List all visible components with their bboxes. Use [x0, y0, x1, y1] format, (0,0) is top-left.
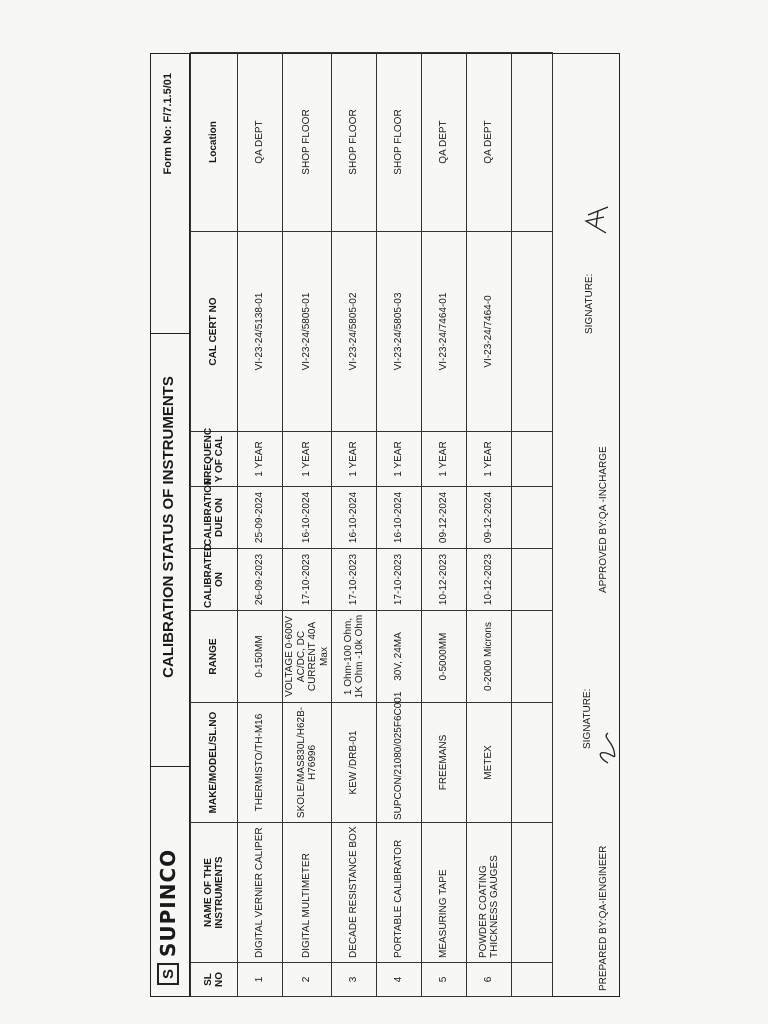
location-cell: SHOP FLOOR: [283, 53, 332, 232]
header-divider: [150, 766, 190, 767]
table-row: [332, 53, 377, 997]
make-cell: SUPCON/21080/025F6C001: [377, 703, 422, 823]
col-header: NAME OF THE INSTRUMENTS: [191, 823, 238, 963]
make-cell: FREEMANS: [422, 703, 467, 823]
due-on-cell: 09-12-2024: [422, 487, 467, 549]
col-header: CALIBRATION DUE ON: [191, 487, 238, 549]
freq-cell: 1 YEAR: [467, 432, 512, 487]
sheet-footer: [578, 53, 618, 997]
table-row: [238, 53, 283, 997]
cert-cell: VI-23-24/5805-01: [283, 232, 332, 432]
cert-cell: VI-23-24/5805-02: [332, 232, 377, 432]
freq-cell: 1 YEAR: [377, 432, 422, 487]
signature-label: SIGNATURE:: [584, 273, 595, 334]
form-number: Form No: F/7.1.5/01: [162, 73, 174, 175]
instruments-table: [190, 52, 553, 997]
cal-on-cell: 17-10-2023: [377, 549, 422, 611]
name-cell: POWDER COATING THICKNESS GAUGES: [467, 823, 512, 963]
name-cell: DECADE RESISTANCE BOX: [332, 823, 377, 963]
col-header: FREQUENC Y OF CAL: [191, 432, 238, 487]
sheet-title: CALIBRATION STATUS OF INSTRUMENTS: [160, 376, 177, 678]
signature-scribble: [596, 727, 618, 767]
make-cell: KEW /DRB-01: [332, 703, 377, 823]
sheet-header: [150, 53, 190, 997]
cal-on-cell: 17-10-2023: [283, 549, 332, 611]
col-header: SL NO: [191, 963, 238, 997]
due-on-cell: 25-09-2024: [238, 487, 283, 549]
due-on-cell: 16-10-2024: [332, 487, 377, 549]
sl-cell: 3: [332, 963, 377, 997]
sl-cell: 2: [283, 963, 332, 997]
approved-by-label: APPROVED BY:QA -INCHARGE: [598, 446, 609, 593]
cal-on-cell: 10-12-2023: [422, 549, 467, 611]
name-cell: DIGITAL VERNIER CALIPER: [238, 823, 283, 963]
sl-cell: 4: [377, 963, 422, 997]
col-header: CALIBRATED ON: [191, 549, 238, 611]
name-cell: MEASURING TAPE: [422, 823, 467, 963]
location-cell: SHOP FLOOR: [377, 53, 422, 232]
brand-logo: [156, 849, 180, 985]
cert-cell: VI-23-24/5138-01: [238, 232, 283, 432]
freq-cell: 1 YEAR: [238, 432, 283, 487]
table-row: [283, 53, 332, 997]
cert-cell: VI-23-24/7464-0: [467, 232, 512, 432]
cert-cell: VI-23-24/5805-03: [377, 232, 422, 432]
location-cell: QA DEPT: [422, 53, 467, 232]
make-cell: THERMISTO/TH-M16: [238, 703, 283, 823]
freq-cell: 1 YEAR: [332, 432, 377, 487]
prepared-by-label: PREPARED BY:QA-IENGINEER: [598, 845, 609, 991]
cal-on-cell: 10-12-2023: [467, 549, 512, 611]
make-cell: METEX: [467, 703, 512, 823]
table-row: [467, 53, 512, 997]
range-cell: 30V, 24MA: [377, 611, 422, 703]
calibration-sheet: [150, 53, 620, 997]
freq-cell: 1 YEAR: [422, 432, 467, 487]
header-divider: [150, 333, 190, 334]
range-cell: 0-5000MM: [422, 611, 467, 703]
brand-name: SUPINCO: [156, 848, 180, 957]
logo-mark-icon: S: [157, 963, 179, 985]
table-header-row: [191, 53, 238, 997]
due-on-cell: 16-10-2024: [377, 487, 422, 549]
name-cell: PORTABLE CALIBRATOR: [377, 823, 422, 963]
cal-on-cell: 17-10-2023: [332, 549, 377, 611]
cal-on-cell: 26-09-2023: [238, 549, 283, 611]
signature-scribble: [582, 203, 612, 237]
col-header: Location: [191, 53, 238, 232]
location-cell: QA DEPT: [238, 53, 283, 232]
location-cell: QA DEPT: [467, 53, 512, 232]
due-on-cell: 16-10-2024: [283, 487, 332, 549]
col-header: CAL CERT NO: [191, 232, 238, 432]
col-header: RANGE: [191, 611, 238, 703]
due-on-cell: 09-12-2024: [467, 487, 512, 549]
sl-cell: 1: [238, 963, 283, 997]
sl-cell: 6: [467, 963, 512, 997]
col-header: MAKE/MODEL/SL.NO: [191, 703, 238, 823]
sl-cell: 5: [422, 963, 467, 997]
location-cell: SHOP FLOOR: [332, 53, 377, 232]
cert-cell: VI-23-24/7464-01: [422, 232, 467, 432]
range-cell: 0-150MM: [238, 611, 283, 703]
name-cell: DIGITAL MULTIMETER: [283, 823, 332, 963]
range-cell: VOLTAGE 0-600V AC/DC, DC CURRENT 40A Max: [283, 611, 332, 703]
range-cell: 1 Ohm-100 Ohm, 1K Ohm -10k Ohm: [332, 611, 377, 703]
freq-cell: 1 YEAR: [283, 432, 332, 487]
table-row: [377, 53, 422, 997]
range-cell: 0-2000 Microns: [467, 611, 512, 703]
signature-label: SIGNATURE:: [582, 688, 593, 749]
table-row-empty: [512, 53, 553, 997]
table-row: [422, 53, 467, 997]
make-cell: SKOLE/MAS830L/H62B-H76996: [283, 703, 332, 823]
